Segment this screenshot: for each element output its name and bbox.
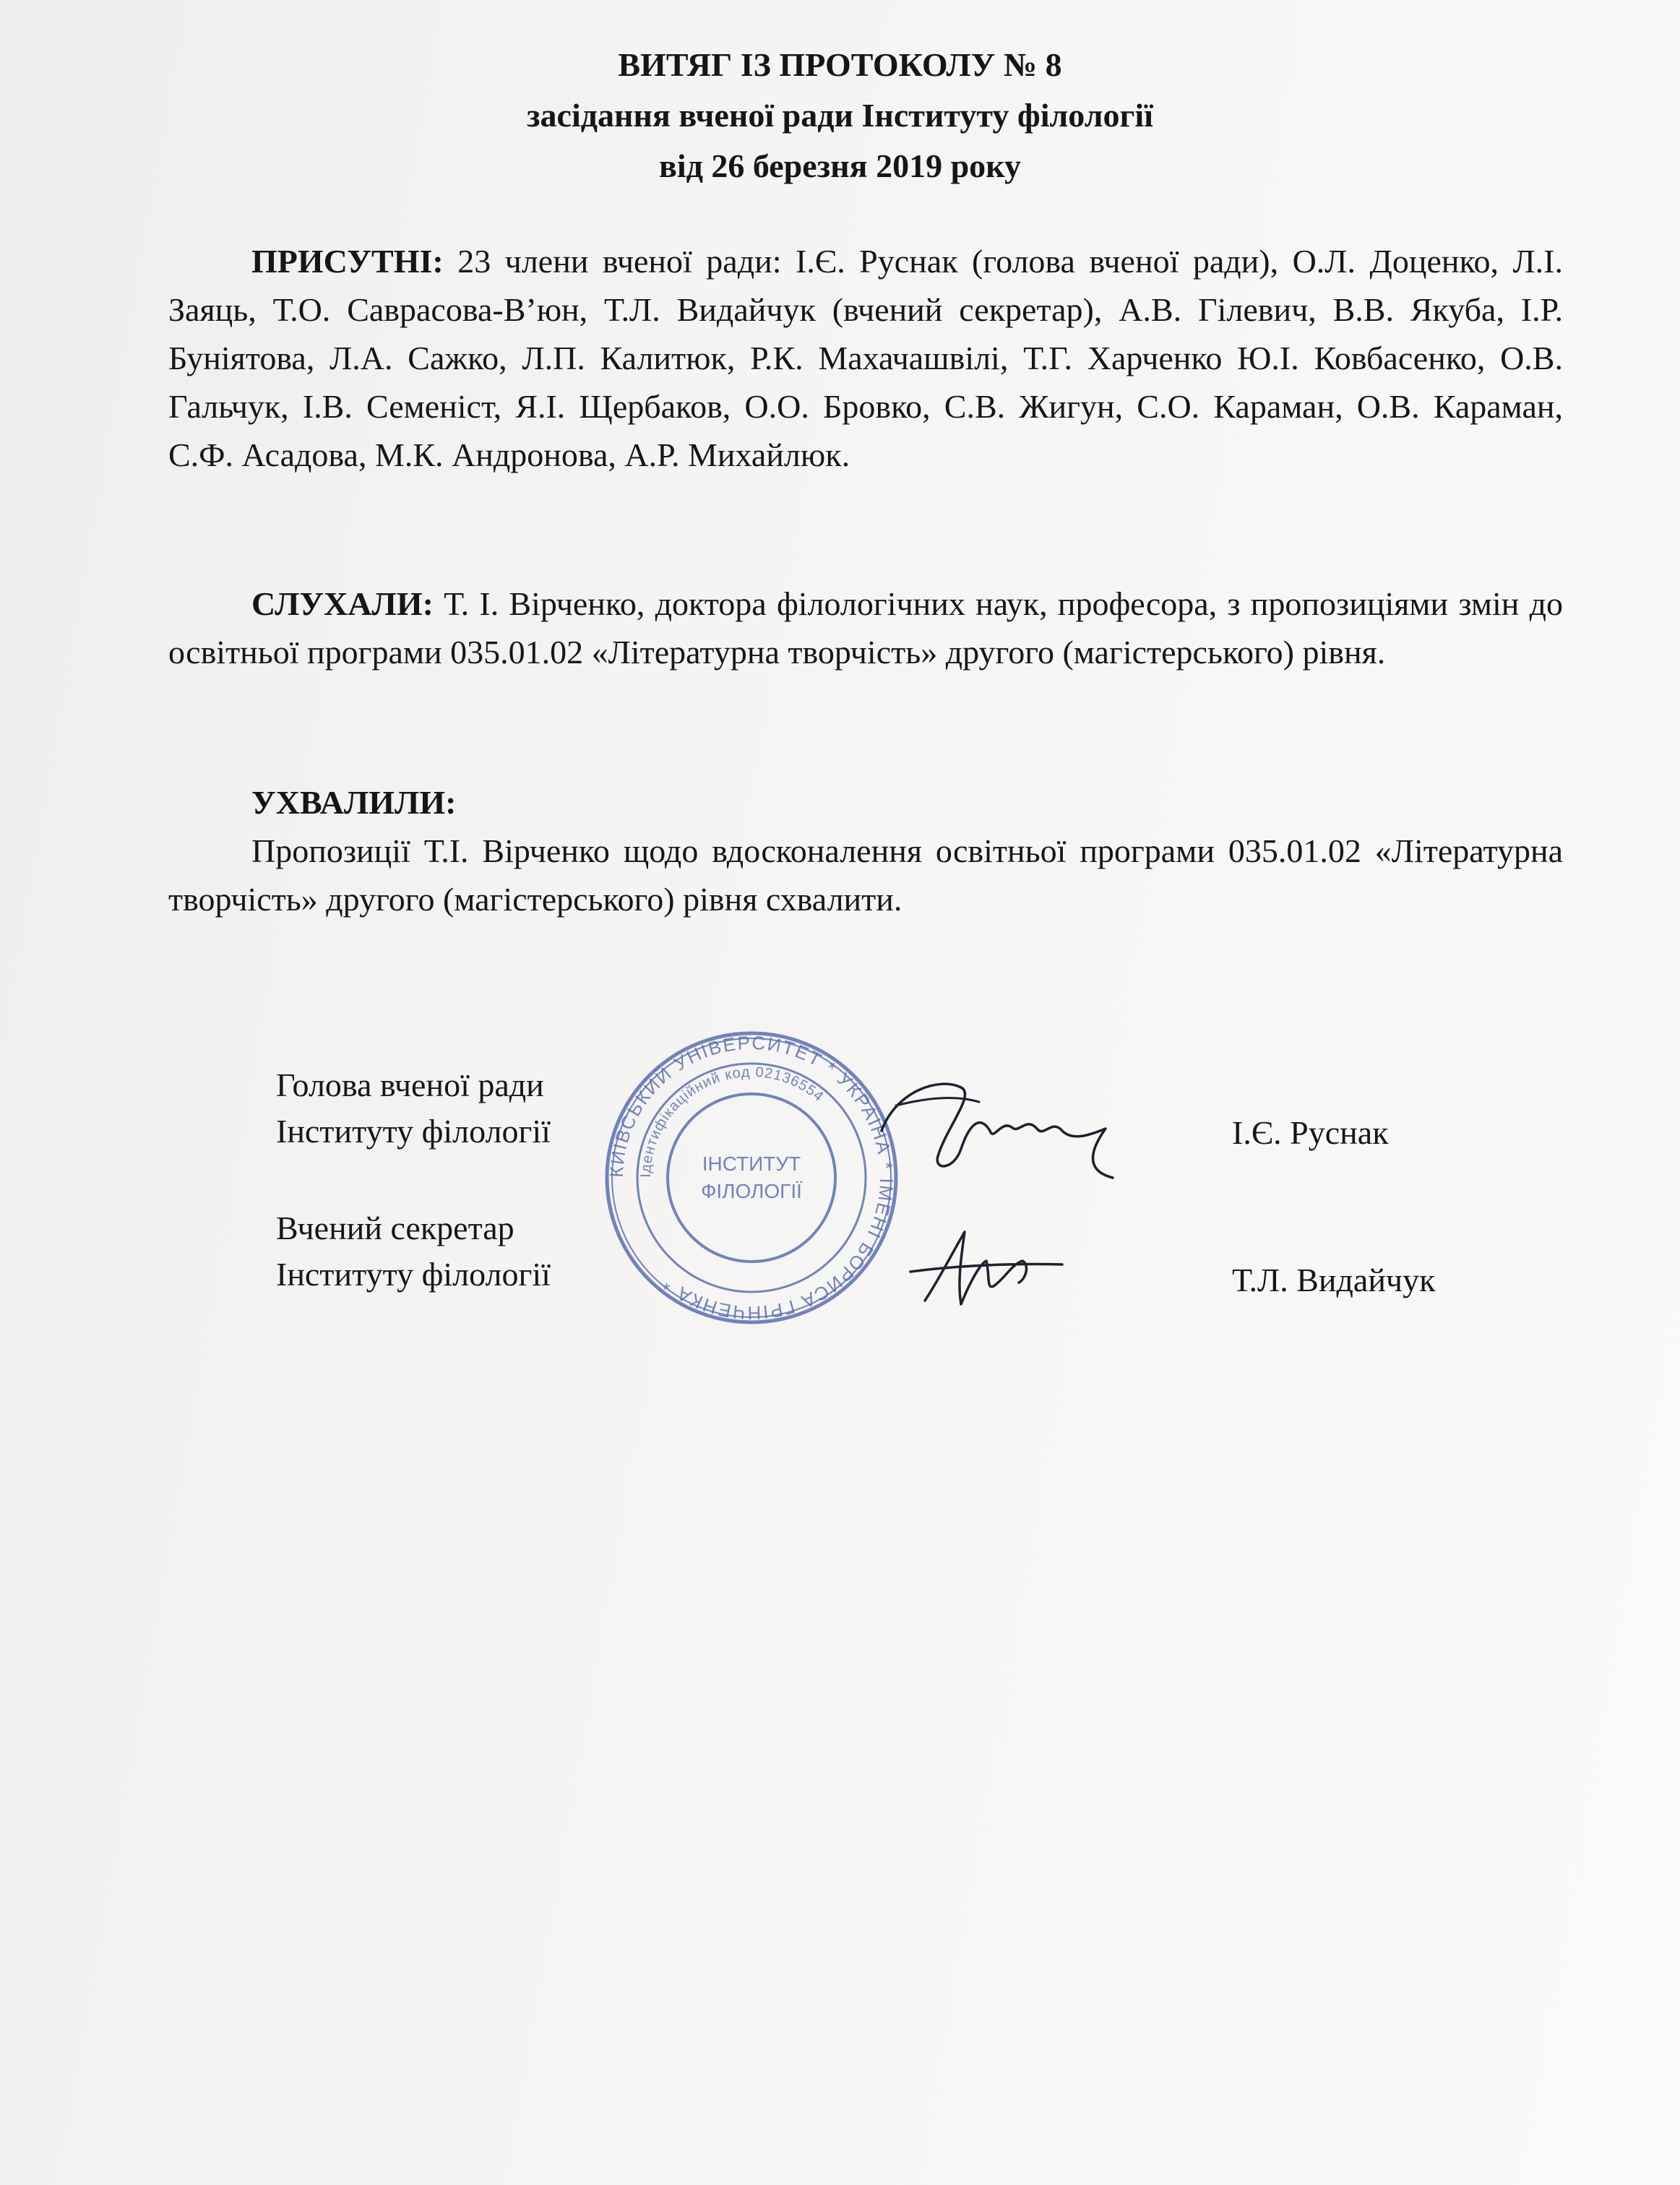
signatory-title-chair xyxy=(276,1062,551,1155)
document-header xyxy=(0,40,1680,191)
document-subtitle: засідання вченої ради Інституту філології xyxy=(527,97,1153,134)
document-date: від 26 березня 2019 року xyxy=(658,147,1021,184)
stamp-center-line2: ФІЛОЛОГІЇ xyxy=(701,1180,802,1202)
signatory-title-secretary-line1: Вчений секретар xyxy=(276,1210,514,1246)
present-label: ПРИСУТНІ: xyxy=(251,243,444,280)
stamp-outer-text: КИЇВСЬКИЙ УНІВЕРСИТЕТ * УКРАЇНА * ІМЕНІ БОРИСА ГРІНЧЕНКА * xyxy=(605,1031,898,1324)
signatory-title-chair-line1: Голова вченої ради xyxy=(276,1066,544,1103)
signatory-name-chair: І.Є. Руснак xyxy=(1232,1114,1389,1151)
signatory-title-secretary xyxy=(276,1205,551,1298)
present-text: 23 члени вченої ради: І.Є. Руснак (голова вченої ради), О.Л. Доценко, Л.І. Заяць, Т.О. Саврасова-В’юн, Т.Л. Видайчук (вчений секретар), А.В. Гілевич, В.В. Якуба, І.Р. Буніятова, Л.А. Сажко, Л.П. Калитюк, Р.К. Махачашвілі, Т.Г. Харченко Ю.І. Ковбасенко, О.В. Гальчук, І.В. Семеніст, Я.І. Щербаков, О.О. Бровко, С.В. Жигун, С.О. Караман, О.В. Караман, С.Ф. Асадова, М.К. Андронова, А.Р. Михайлюк. xyxy=(168,243,1564,473)
signature-chair-icon xyxy=(853,1062,1127,1185)
heard-label: СЛУХАЛИ: xyxy=(251,585,434,622)
resolved-paragraph xyxy=(168,778,1563,923)
signatory-title-secretary-line2: Інституту філології xyxy=(276,1256,551,1293)
document-title: ВИТЯГ ІЗ ПРОТОКОЛУ № 8 xyxy=(618,46,1062,83)
signatory-name-secretary: Т.Л. Видайчук xyxy=(1232,1262,1436,1298)
signatory-title-chair-line2: Інституту філології xyxy=(276,1113,551,1150)
stamp-center-line1: ІНСТИТУТ xyxy=(702,1152,801,1175)
signature-secretary-icon xyxy=(896,1221,1069,1315)
heard-paragraph xyxy=(168,579,1563,676)
resolved-text: Пропозиції Т.І. Вірченко щодо вдосконалення освітньої програми 035.01.02 «Літературна творчість» другого (магістерського) рівня схвалити. xyxy=(168,832,1563,918)
stamp-inner-text: Ідентифікаційний код 02136554 xyxy=(637,1064,827,1178)
resolved-label: УХВАЛИЛИ: xyxy=(251,784,457,821)
present-paragraph xyxy=(168,237,1563,479)
heard-text: Т. І. Вірченко, доктора філологічних наук, професора, з пропозиціями змін до освітньої програми 035.01.02 «Літературна творчість» другого (магістерського) рівня. xyxy=(168,585,1563,671)
